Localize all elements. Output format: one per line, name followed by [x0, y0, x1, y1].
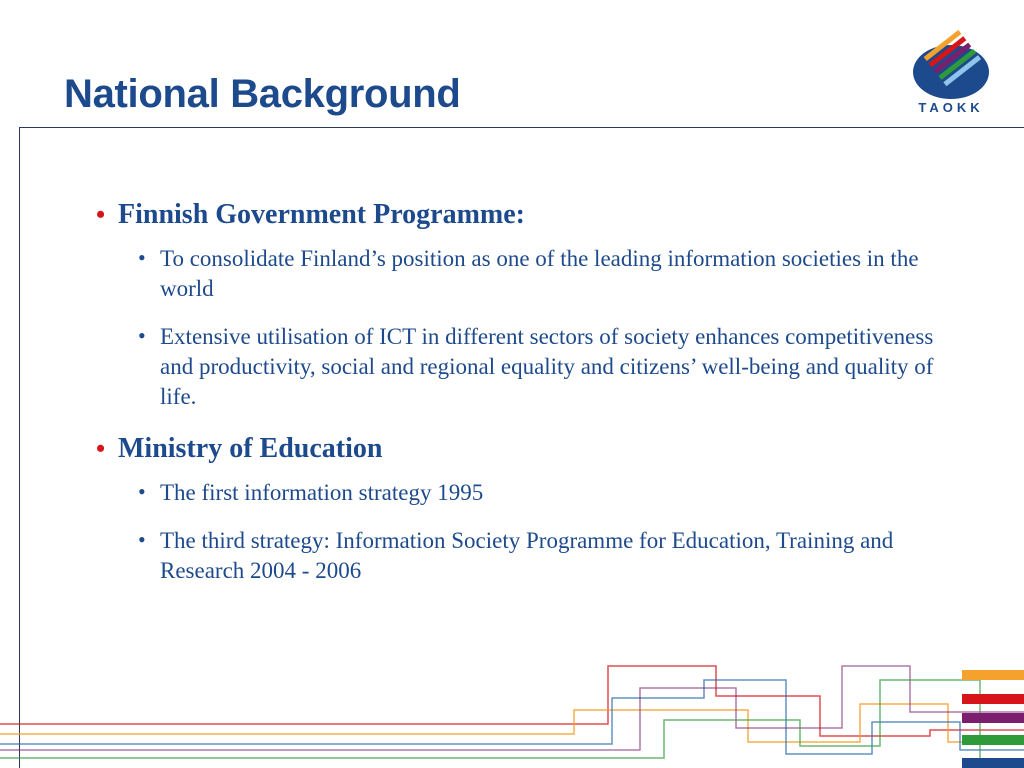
section-heading: • Finnish Government Programme: — [96, 199, 525, 230]
list-item: • The first information strategy 1995 — [138, 479, 484, 505]
bullet-icon: • — [96, 200, 106, 229]
decorative-lines — [0, 600, 1024, 768]
bullet-icon: • — [138, 323, 146, 348]
stripe-purple — [962, 713, 1024, 723]
slide-title: National Background — [64, 72, 461, 116]
bullet-icon: • — [138, 527, 146, 552]
list-item: • Extensive utilisation of ICT in different sectors of society enhances competitiveness and productivity, social and regional equality and citizens’ well-being and quality of life. — [138, 323, 934, 409]
logo-wordmark: TAOKK — [918, 100, 984, 115]
list-item: • The third strategy: Information Society Programme for Education, Training and Research 2004 - 2006 — [138, 527, 894, 583]
bullet-icon: • — [96, 434, 106, 463]
frame-top-line — [19, 127, 1024, 128]
section-heading: • Ministry of Education — [96, 433, 383, 464]
stripe-green — [962, 735, 1024, 745]
stripe-blue — [962, 758, 1024, 768]
bullet-icon: • — [138, 479, 146, 504]
slide-content — [96, 198, 956, 586]
list-item: • To consolidate Finland’s position as one of the leading information societies in the world — [138, 245, 919, 301]
stripe-red — [962, 694, 1024, 704]
stripe-orange — [962, 670, 1024, 680]
bullet-icon: • — [138, 245, 146, 270]
